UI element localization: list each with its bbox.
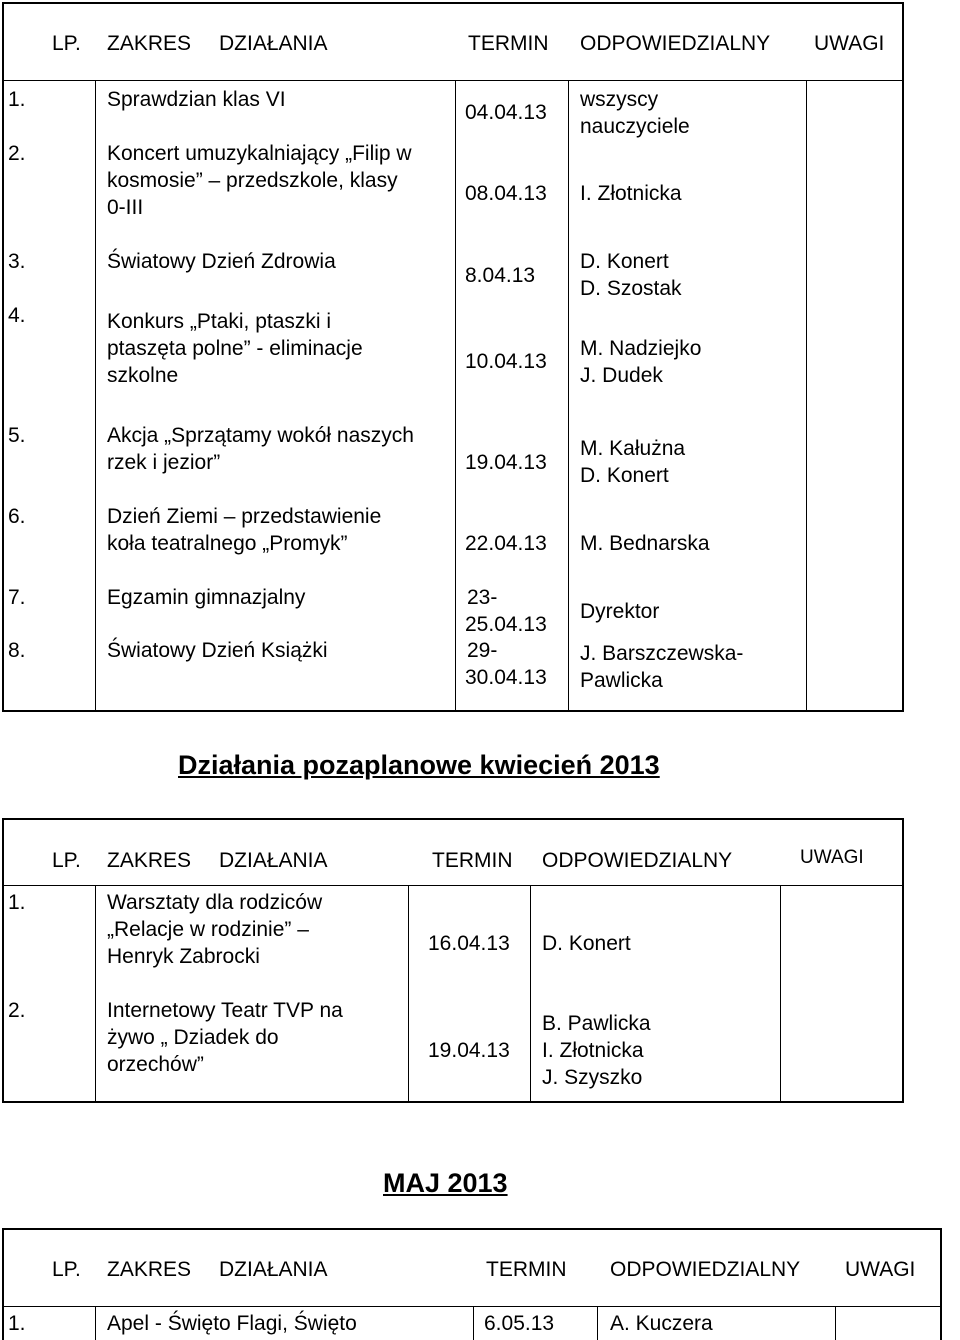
row-odpowiedzialny: nauczyciele — [580, 115, 690, 138]
row-zakres: kosmosie” – przedszkole, klasy — [107, 169, 398, 192]
row-zakres: Warsztaty dla rodziców — [107, 891, 323, 914]
row-odpowiedzialny: wszyscy — [580, 88, 659, 111]
row-odpowiedzialny: B. Pawlicka — [542, 1012, 651, 1035]
row-zakres: Koncert umuzykalniający „Filip w — [107, 142, 412, 165]
header-odpowiedzialny: ODPOWIEDZIALNY — [542, 849, 733, 872]
row-zakres: Sprawdzian klas VI — [107, 88, 286, 111]
header-odpowiedzialny: ODPOWIEDZIALNY — [580, 32, 771, 55]
row-termin: 23- — [467, 586, 498, 609]
row-odpowiedzialny: I. Złotnicka — [580, 182, 682, 205]
row-termin: 29- — [467, 639, 498, 662]
row-odpowiedzialny: Pawlicka — [580, 669, 663, 692]
header-uwagi: UWAGI — [814, 32, 885, 55]
row-odpowiedzialny: D. Konert — [580, 464, 669, 487]
row-termin: 19.04.13 — [465, 451, 547, 474]
row-odpowiedzialny: Dyrektor — [580, 600, 660, 623]
row-zakres: Światowy Dzień Zdrowia — [107, 250, 336, 273]
row-number: 1. — [8, 1312, 26, 1335]
row-termin: 25.04.13 — [465, 613, 547, 636]
row-number: 1. — [8, 891, 26, 914]
row-odpowiedzialny: M. Nadziejko — [580, 337, 702, 360]
row-zakres: orzechów” — [107, 1053, 204, 1076]
header-termin: TERMIN — [468, 32, 549, 55]
row-zakres: ptaszęta polne” - eliminacje — [107, 337, 363, 360]
row-odpowiedzialny: D. Szostak — [580, 277, 682, 300]
row-zakres: Henryk Zabrocki — [107, 945, 260, 968]
row-number: 1. — [8, 88, 26, 111]
row-zakres: Światowy Dzień Książki — [107, 639, 328, 662]
row-number: 2. — [8, 999, 26, 1022]
header-zakres: ZAKRES — [107, 1258, 192, 1281]
row-zakres: Apel - Święto Flagi, Święto — [107, 1312, 357, 1335]
row-termin: 19.04.13 — [428, 1039, 510, 1062]
row-odpowiedzialny: I. Złotnicka — [542, 1039, 644, 1062]
row-odpowiedzialny: D. Konert — [542, 932, 631, 955]
row-termin: 6.05.13 — [484, 1312, 555, 1335]
row-number: 6. — [8, 505, 26, 528]
row-number: 3. — [8, 250, 26, 273]
header-zakres: ZAKRES — [107, 849, 192, 872]
row-termin: 30.04.13 — [465, 666, 547, 689]
header-zakres: ZAKRES — [107, 32, 192, 55]
row-termin: 22.04.13 — [465, 532, 547, 555]
header-lp: LP. — [52, 849, 81, 872]
row-odpowiedzialny: J. Szyszko — [542, 1066, 643, 1089]
row-odpowiedzialny: A. Kuczera — [610, 1312, 713, 1335]
row-termin: 08.04.13 — [465, 182, 547, 205]
header-termin: TERMIN — [486, 1258, 567, 1281]
row-odpowiedzialny: D. Konert — [580, 250, 669, 273]
row-zakres: Egzamin gimnazjalny — [107, 586, 306, 609]
row-odpowiedzialny: J. Barszczewska- — [580, 642, 744, 665]
row-number: 7. — [8, 586, 26, 609]
header-lp: LP. — [52, 1258, 81, 1281]
row-termin: 16.04.13 — [428, 932, 510, 955]
section-heading: Działania pozaplanowe kwiecień 2013 — [178, 750, 660, 780]
row-odpowiedzialny: M. Bednarska — [580, 532, 710, 555]
row-number: 4. — [8, 304, 26, 327]
row-number: 2. — [8, 142, 26, 165]
section-heading: MAJ 2013 — [383, 1168, 508, 1198]
header-lp: LP. — [52, 32, 81, 55]
header-dzialania: DZIAŁANIA — [219, 32, 328, 55]
row-termin: 8.04.13 — [465, 264, 536, 287]
header-odpowiedzialny: ODPOWIEDZIALNY — [610, 1258, 801, 1281]
row-zakres: 0-III — [107, 196, 144, 219]
row-zakres: Internetowy Teatr TVP na — [107, 999, 343, 1022]
row-number: 8. — [8, 639, 26, 662]
row-termin: 04.04.13 — [465, 101, 547, 124]
row-zakres: Akcja „Sprzątamy wokół naszych — [107, 424, 414, 447]
row-zakres: Dzień Ziemi – przedstawienie — [107, 505, 382, 528]
row-zakres: „Relacje w rodzinie” – — [107, 918, 309, 941]
header-termin: TERMIN — [432, 849, 513, 872]
header-dzialania: DZIAŁANIA — [219, 849, 328, 872]
row-zakres: żywo „ Dziadek do — [107, 1026, 279, 1049]
row-number: 5. — [8, 424, 26, 447]
header-uwagi: UWAGI — [845, 1258, 916, 1281]
row-odpowiedzialny: J. Dudek — [580, 364, 663, 387]
header-dzialania: DZIAŁANIA — [219, 1258, 328, 1281]
row-zakres: koła teatralnego „Promyk” — [107, 532, 348, 555]
row-zakres: Konkurs „Ptaki, ptaszki i — [107, 310, 332, 333]
row-zakres: rzek i jezior” — [107, 451, 221, 474]
header-uwagi: UWAGI — [800, 847, 864, 868]
row-termin: 10.04.13 — [465, 350, 547, 373]
row-odpowiedzialny: M. Kałużna — [580, 437, 686, 460]
row-zakres: szkolne — [107, 364, 179, 387]
